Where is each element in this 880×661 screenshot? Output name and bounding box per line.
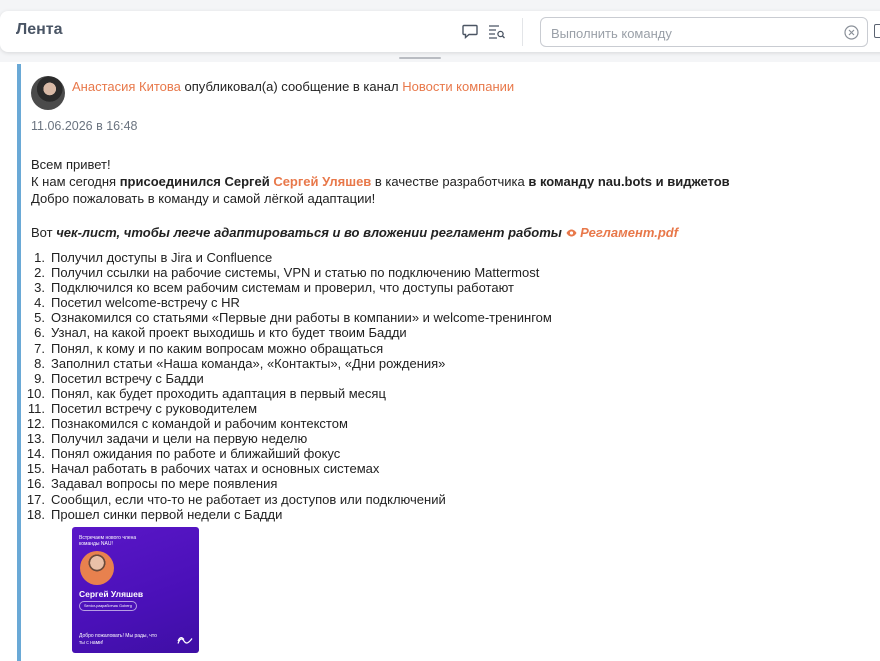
checklist-item-text: Ознакомился со статьями «Первые дни работы в компании» и welcome-тренингом [51,310,552,326]
checklist-item-number: 15. [26,461,45,477]
post-date: 11.06.2026 в 16:48 [31,119,138,133]
checklist-item-number: 16. [26,476,45,492]
checklist-item-number: 11. [27,400,45,416]
clear-icon[interactable] [844,25,859,40]
nau-logo-icon [177,637,193,645]
checklist-item-text: Получил ссылки на рабочие системы, VPN и статью по подключению Mattermost [51,265,540,281]
checklist-item-text: Сообщил, если что-то не работает из доступов или подключений [51,491,446,507]
checklist-item-text: Понял ожидания по работе и ближайший фокус [51,446,341,462]
welcome-card-image[interactable] [72,527,199,653]
checklist-item [26,446,861,462]
checklist-item-text: Понял, как будет проходить адаптация в первый месяц [51,385,386,401]
checklist-item [34,265,861,281]
checklist-item [34,310,861,326]
checklist-item-number: 7. [34,340,45,356]
checklist-item-text: Получил задачи и цели на первую неделю [51,431,308,447]
checklist-item [34,325,861,341]
card-role-badge: Senior-разработчик Goberg [79,601,137,611]
panel-toggle-icon[interactable] [874,24,880,38]
card-name: Сергей Уляшев [79,589,144,599]
checklist-item-text: Познакомился с командой и рабочим контекстом [51,416,348,432]
checklist-item-number: 8. [34,355,45,371]
mention-link[interactable]: Сергей Уляшев [273,174,372,189]
author-avatar[interactable] [31,76,65,110]
checklist-item-number: 9. [34,370,45,386]
checklist-item [26,385,861,401]
intro-mid: в качестве разработчика [371,174,529,189]
attachment-name: Регламент.pdf [576,225,679,240]
resize-grip[interactable] [399,57,441,59]
checklist-item [34,295,861,311]
checklist-item-number: 5. [34,310,45,326]
checklist-item-text: Задавал вопросы по мере появления [51,476,278,492]
checklist [26,250,861,522]
post-header [72,79,514,94]
post-action-text: опубликовал(а) сообщение в канал [184,79,399,94]
checklist-item-number: 17. [26,491,45,507]
checklist-lead [31,224,861,241]
checklist-item-text: Посетил встречу с руководителем [51,400,258,416]
checklist-item-number: 13. [26,431,45,447]
intro-bold: присоединился Сергей [119,174,274,189]
checklist-item-text: Подключился ко всем рабочим системам и проверил, что доступы работают [51,280,514,296]
checklist-item-text: Получил доступы в Jira и Confluence [51,250,273,265]
checklist-item-text: Понял, к кому и по каким вопросам можно обращаться [51,340,384,356]
command-input[interactable] [551,23,831,43]
checklist-item [34,340,861,356]
checklist-item-number: 18. [26,506,45,522]
checklist-item [26,476,861,492]
checklist-item-text: Начал работать в рабочих чатах и основных системах [51,461,380,477]
checklist-item-number: 2. [34,265,45,281]
filter-list-icon[interactable] [487,22,505,40]
author-link[interactable]: Анастасия Китова [72,79,181,94]
checklist-item-number: 1. [34,250,45,265]
checklist-item [27,400,861,416]
welcome-line: Добро пожаловать в команду и самой лёгкой адаптации! [31,191,376,206]
intro-line [31,173,861,190]
checklist-item-number: 10. [26,385,45,401]
checklist-item [26,461,861,477]
checklist-item [34,250,861,265]
post-body [26,156,861,522]
greeting: Всем привет! [31,157,111,172]
channel-link[interactable]: Новости компании [402,79,515,94]
checklist-item-text: Узнал, на какой проект выходишь и кто будет твоим Бадди [51,325,407,341]
card-bottom-text: Добро пожаловать! Мы рады, что ты с нами! [79,633,157,646]
command-field[interactable] [540,17,868,47]
checklist-item-text: Заполнил статьи «Наша команда», «Контакты», «Дни рождения» [51,355,446,371]
lead-bold: чек-лист, чтобы легче адаптироваться и во вложении регламент работы [56,225,562,240]
checklist-item-number: 14. [26,446,45,462]
page-title: Лента [16,21,63,38]
card-top-text: Встречаем нового члена команды NAU! [79,535,137,547]
checklist-item-text: Посетил welcome-встречу с HR [51,295,240,311]
intro-prefix: К нам сегодня [31,174,120,189]
checklist-item [26,416,861,432]
checklist-item-text: Прошел синки первой недели с Бадди [51,506,283,522]
chat-bubble-icon[interactable] [461,22,479,40]
checklist-item [26,506,861,522]
intro-team: в команду nau.bots и виджетов [528,174,730,189]
checklist-item [34,280,861,296]
checklist-item [26,491,861,507]
checklist-item-number: 4. [34,295,45,311]
checklist-item [34,370,861,386]
lead-prefix: Вот [31,225,57,240]
attachment-link[interactable] [566,225,679,240]
checklist-item [34,355,861,371]
checklist-item-number: 3. [34,280,45,296]
header-divider [522,18,523,46]
checklist-item-number: 12. [26,416,45,432]
checklist-item-number: 6. [34,325,45,341]
checklist-item [26,431,861,447]
newcomer-photo [80,551,114,585]
checklist-item-text: Посетил встречу с Бадди [51,370,204,386]
eye-icon [566,229,577,237]
